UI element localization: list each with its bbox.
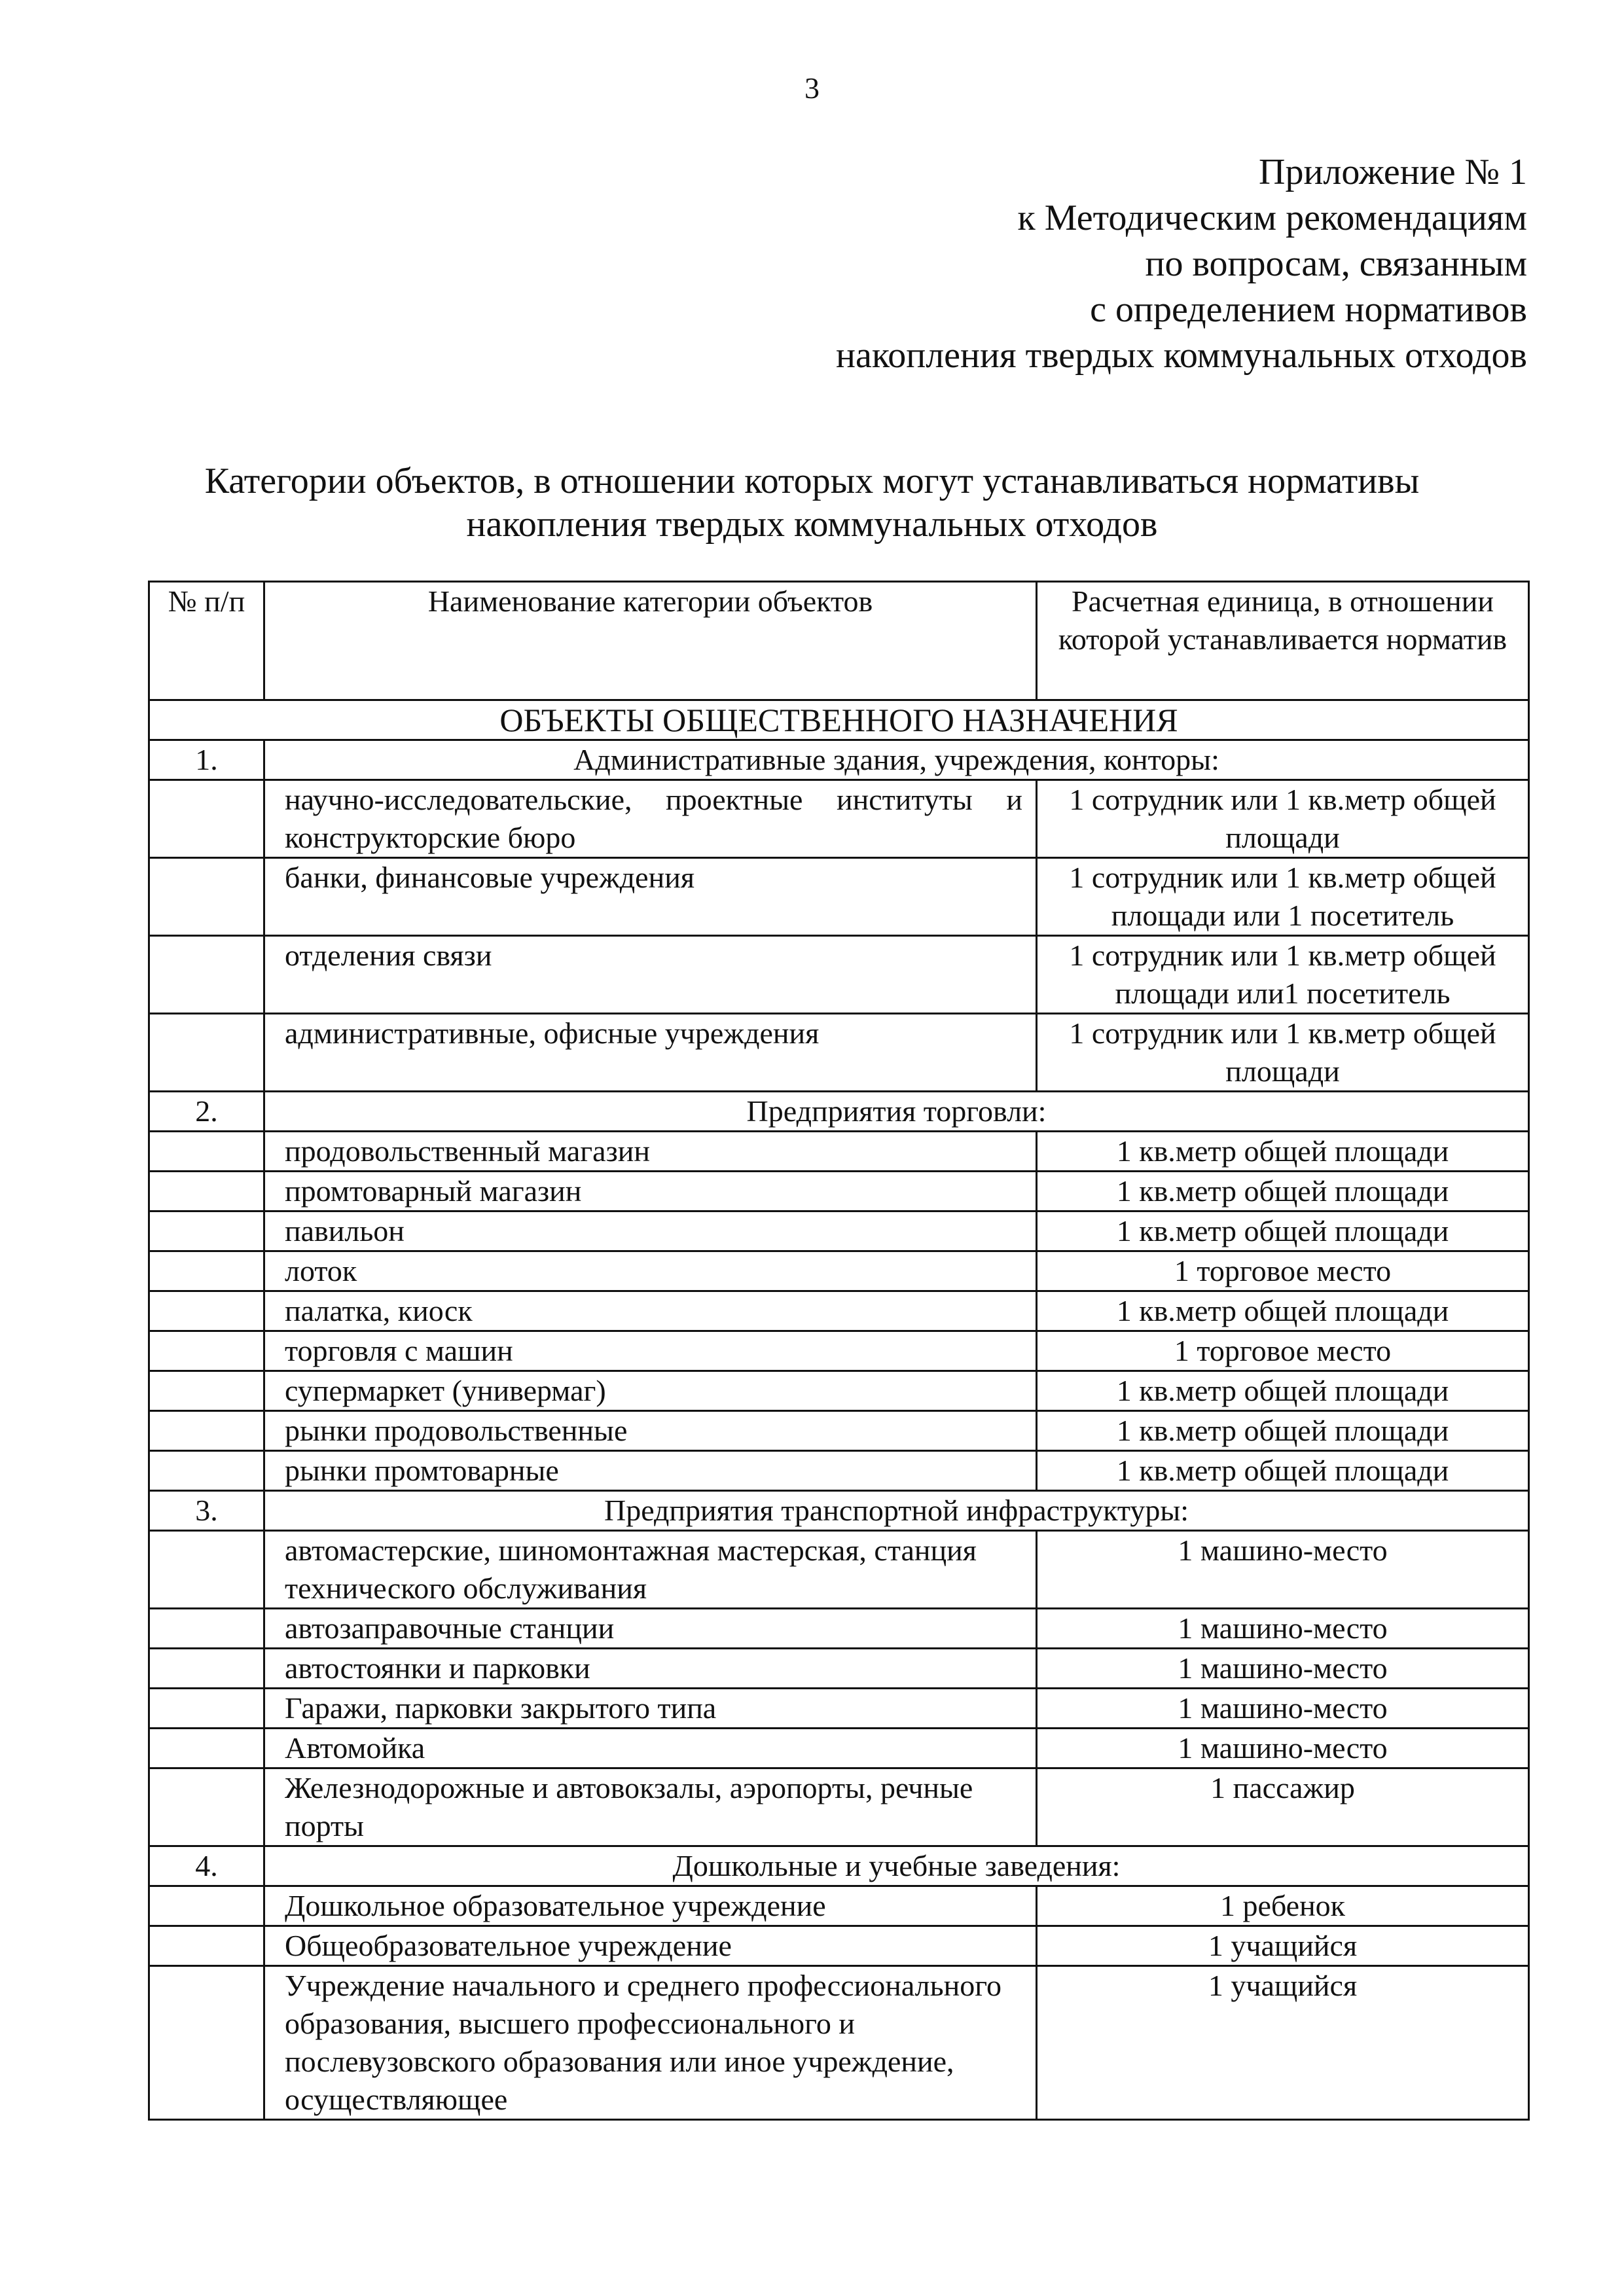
group-row xyxy=(149,740,1529,780)
categories-table xyxy=(148,581,1530,2121)
table-row xyxy=(149,1331,1529,1371)
table-row xyxy=(149,936,1529,1014)
table-row xyxy=(149,780,1529,858)
row-number-cell xyxy=(149,1649,264,1689)
row-name: промтоварный магазин xyxy=(264,1172,1037,1211)
row-number-cell xyxy=(149,1926,264,1966)
appendix-line: с определением нормативов xyxy=(1090,289,1527,330)
row-name: Железнодорожные и автовокзалы, аэропорты, речные порты xyxy=(264,1768,1037,1846)
row-number-cell xyxy=(149,1251,264,1291)
group-title: Административные здания, учреждения, конторы: xyxy=(264,740,1529,780)
row-name: банки, финансовые учреждения xyxy=(264,858,1037,936)
row-name: автомастерские, шиномонтажная мастерская, станция технического обслуживания xyxy=(264,1531,1037,1609)
page-number: 3 xyxy=(804,71,820,105)
title-line: накопления твердых коммунальных отходов xyxy=(466,504,1158,545)
group-row xyxy=(149,1491,1529,1531)
row-name: павильон xyxy=(264,1211,1037,1251)
row-number-cell xyxy=(149,858,264,936)
row-unit: 1 машино-место xyxy=(1037,1531,1529,1609)
row-name: научно-исследовательские, проектные институты и конструкторские бюро xyxy=(264,780,1037,858)
section-row xyxy=(149,700,1529,740)
table-row xyxy=(149,1886,1529,1926)
header-name: Наименование категории объектов xyxy=(264,582,1037,700)
document-title xyxy=(0,459,1624,546)
group-number: 4. xyxy=(149,1846,264,1886)
table-row xyxy=(149,1451,1529,1491)
table-row xyxy=(149,858,1529,936)
row-number-cell xyxy=(149,936,264,1014)
row-name: торговля с машин xyxy=(264,1331,1037,1371)
row-name: рынки промтоварные xyxy=(264,1451,1037,1491)
row-number-cell xyxy=(149,1371,264,1411)
row-name: Гаражи, парковки закрытого типа xyxy=(264,1689,1037,1729)
group-title: Дошкольные и учебные заведения: xyxy=(264,1846,1529,1886)
row-name: Общеобразовательное учреждение xyxy=(264,1926,1037,1966)
table-row xyxy=(149,1291,1529,1331)
row-name: Дошкольное образовательное учреждение xyxy=(264,1886,1037,1926)
group-row xyxy=(149,1092,1529,1132)
group-row xyxy=(149,1846,1529,1886)
table-row xyxy=(149,1172,1529,1211)
table-row xyxy=(149,1132,1529,1172)
row-unit: 1 машино-место xyxy=(1037,1609,1529,1649)
row-unit: 1 машино-место xyxy=(1037,1729,1529,1768)
row-unit: 1 кв.метр общей площади xyxy=(1037,1451,1529,1491)
row-number-cell xyxy=(149,1609,264,1649)
appendix-line: накопления твердых коммунальных отходов xyxy=(836,335,1527,376)
row-unit: 1 кв.метр общей площади xyxy=(1037,1211,1529,1251)
group-number: 3. xyxy=(149,1491,264,1531)
title-line: Категории объектов, в отношении которых могут устанавливаться нормативы xyxy=(204,461,1420,501)
row-number-cell xyxy=(149,1768,264,1846)
table-row xyxy=(149,1251,1529,1291)
table-row xyxy=(149,1609,1529,1649)
row-unit: 1 сотрудник или 1 кв.метр общей площади или 1 посетитель xyxy=(1037,858,1529,936)
table-row xyxy=(149,1014,1529,1092)
appendix-line: по вопросам, связанным xyxy=(1145,243,1527,284)
table-header-row xyxy=(149,582,1529,700)
row-name: рынки продовольственные xyxy=(264,1411,1037,1451)
row-unit: 1 машино-место xyxy=(1037,1689,1529,1729)
table-row xyxy=(149,1531,1529,1609)
row-number-cell xyxy=(149,1172,264,1211)
row-number-cell xyxy=(149,1729,264,1768)
table-row xyxy=(149,1966,1529,2120)
section-title: ОБЪЕКТЫ ОБЩЕСТВЕННОГО НАЗНАЧЕНИЯ xyxy=(149,700,1529,740)
row-unit: 1 кв.метр общей площади xyxy=(1037,1172,1529,1211)
row-number-cell xyxy=(149,1689,264,1729)
group-title: Предприятия торговли: xyxy=(264,1092,1529,1132)
row-name: палатка, киоск xyxy=(264,1291,1037,1331)
table-row xyxy=(149,1211,1529,1251)
table-row xyxy=(149,1371,1529,1411)
row-number-cell xyxy=(149,1411,264,1451)
row-name: Учреждение начального и среднего профессионального образования, высшего профессионального и послевузовского образования или иное учреждение, осуществляющее xyxy=(264,1966,1037,2120)
table-row xyxy=(149,1729,1529,1768)
row-unit: 1 сотрудник или 1 кв.метр общей площади xyxy=(1037,1014,1529,1092)
table-row xyxy=(149,1768,1529,1846)
table-row xyxy=(149,1649,1529,1689)
row-name: автозаправочные станции xyxy=(264,1609,1037,1649)
group-number: 2. xyxy=(149,1092,264,1132)
row-number-cell xyxy=(149,1451,264,1491)
row-name: супермаркет (универмаг) xyxy=(264,1371,1037,1411)
header-num: № п/п xyxy=(149,582,264,700)
table-row xyxy=(149,1689,1529,1729)
group-number: 1. xyxy=(149,740,264,780)
row-number-cell xyxy=(149,780,264,858)
row-name: лоток xyxy=(264,1251,1037,1291)
group-title: Предприятия транспортной инфраструктуры: xyxy=(264,1491,1529,1531)
row-number-cell xyxy=(149,1331,264,1371)
row-unit: 1 пассажир xyxy=(1037,1768,1529,1846)
row-number-cell xyxy=(149,1132,264,1172)
row-name: Автомойка xyxy=(264,1729,1037,1768)
row-unit: 1 кв.метр общей площади xyxy=(1037,1371,1529,1411)
row-unit: 1 торговое место xyxy=(1037,1251,1529,1291)
row-name: административные, офисные учреждения xyxy=(264,1014,1037,1092)
row-number-cell xyxy=(149,1291,264,1331)
row-unit: 1 ребенок xyxy=(1037,1886,1529,1926)
appendix-line: к Методическим рекомендациям xyxy=(1017,198,1527,238)
table-row xyxy=(149,1411,1529,1451)
row-unit: 1 сотрудник или 1 кв.метр общей площади или1 посетитель xyxy=(1037,936,1529,1014)
appendix-heading xyxy=(836,149,1527,378)
appendix-line: Приложение № 1 xyxy=(1259,152,1527,192)
row-unit: 1 кв.метр общей площади xyxy=(1037,1291,1529,1331)
row-number-cell xyxy=(149,1211,264,1251)
row-number-cell xyxy=(149,1531,264,1609)
row-unit: 1 учащийся xyxy=(1037,1966,1529,2120)
row-unit: 1 кв.метр общей площади xyxy=(1037,1411,1529,1451)
row-name: продовольственный магазин xyxy=(264,1132,1037,1172)
row-unit: 1 учащийся xyxy=(1037,1926,1529,1966)
table-row xyxy=(149,1926,1529,1966)
row-name: отделения связи xyxy=(264,936,1037,1014)
row-unit: 1 кв.метр общей площади xyxy=(1037,1132,1529,1172)
row-name: автостоянки и парковки xyxy=(264,1649,1037,1689)
header-unit: Расчетная единица, в отношении которой устанавливается норматив xyxy=(1037,582,1529,700)
row-unit: 1 торговое место xyxy=(1037,1331,1529,1371)
row-number-cell xyxy=(149,1886,264,1926)
row-unit: 1 сотрудник или 1 кв.метр общей площади xyxy=(1037,780,1529,858)
row-number-cell xyxy=(149,1014,264,1092)
row-unit: 1 машино-место xyxy=(1037,1649,1529,1689)
row-number-cell xyxy=(149,1966,264,2120)
